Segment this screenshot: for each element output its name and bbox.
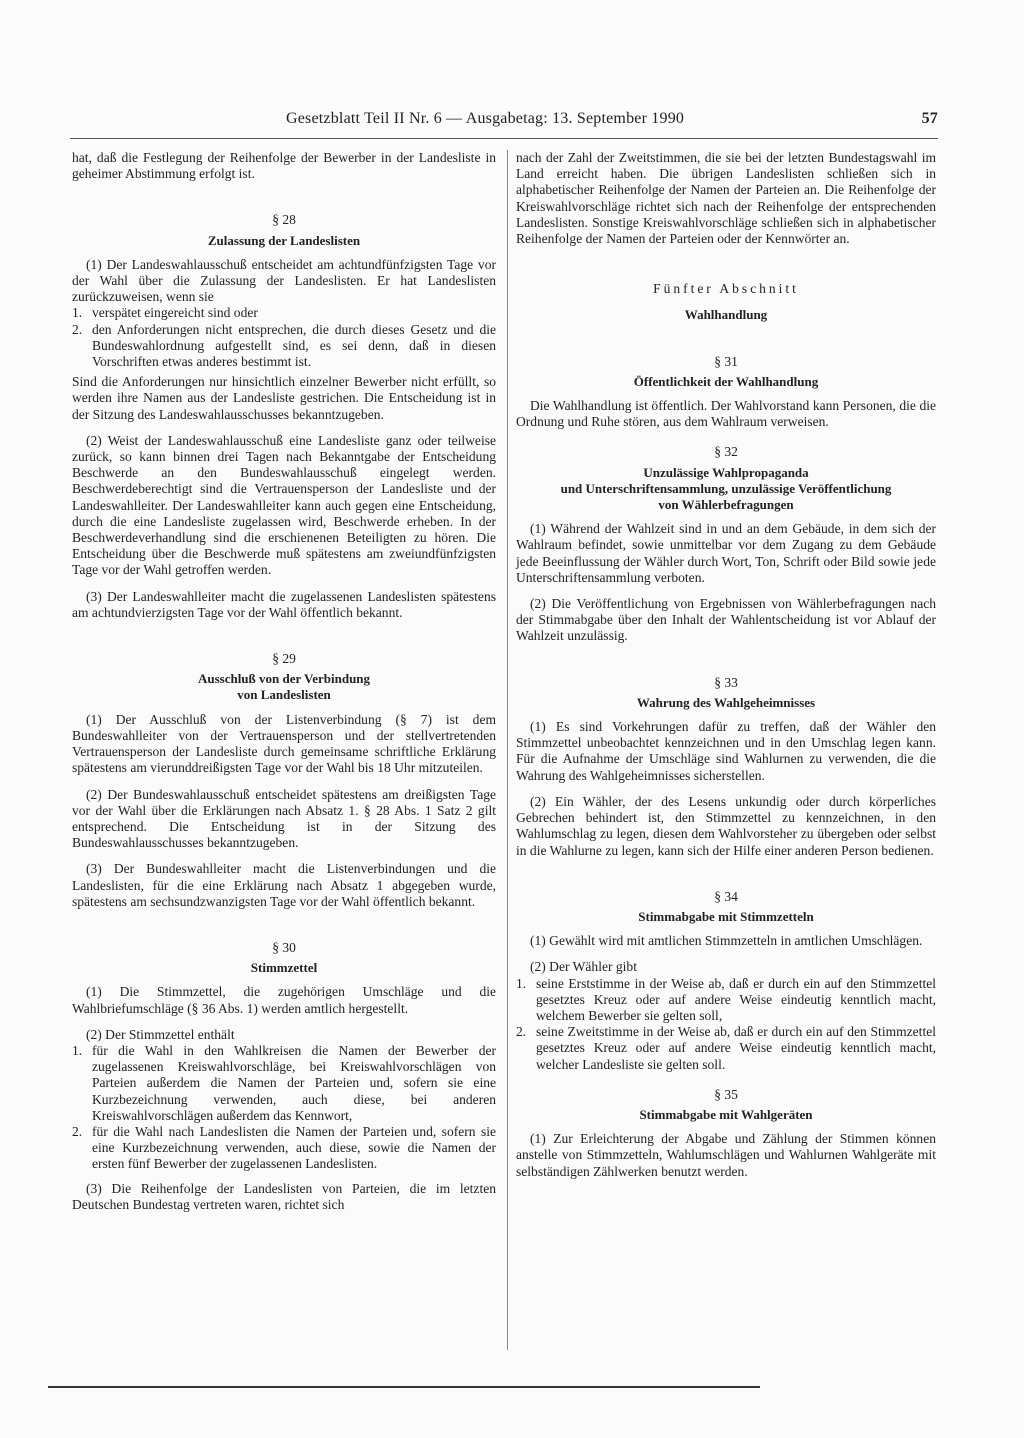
section-31-title: Öffentlichkeit der Wahlhandlung	[633, 373, 819, 389]
section-34-title: Stimmabgabe mit Stimmzetteln	[638, 908, 814, 924]
list-item	[72, 305, 496, 321]
chapter-heading: Fünfter Abschnitt	[653, 281, 799, 297]
list-item	[72, 322, 496, 371]
list-item-text: für die Wahl in den Wahlkreisen die Namen der Bewerber der zugelassenen Kreiswahlvorschläge, bei Kreiswahlvorschlägen von Parteien außerdem die Namen der Parteien und, sofern sie eine Kurzbezeichnung verwenden, auch diese, bei anderen Kreiswahlvorschlägen außerdem das Kennwort,	[92, 1042, 496, 1123]
s29-paragraph-2: (2) Der Bundeswahlausschuß entscheidet spätestens am dreißigsten Tage vor der Wahl über die Erklärungen nach Absatz 1. § 28 Abs. 1 Satz 2 gilt entsprechend. Die Entscheidung ist in der Sitzung des Bundeswahlausschusses bekanntzugeben.	[72, 786, 496, 851]
s34-paragraph-1: (1) Gewählt wird mit amtlichen Stimmzetteln in amtlichen Umschlägen.	[530, 933, 923, 949]
section-32-number: § 32	[714, 444, 738, 460]
section-30-title: Stimmzettel	[250, 960, 318, 976]
section-34-number: § 34	[714, 888, 738, 904]
s33-paragraph-2: (2) Ein Wähler, der des Lesens unkundig oder durch körperliches Gebrechen behindert ist, den Stimmzettel zu kennzeichnen, in den Wahlumschlag zu legen, diesen dem Wahlvorsteher zu übergeben oder selbst in die Wahlurne zu legen, kann sich der Hilfe einer anderen Person bedienen.	[516, 793, 936, 858]
section-28-number: § 28	[272, 212, 296, 228]
list-item	[516, 1024, 936, 1073]
s28-paragraph-1b: Sind die Anforderungen nur hinsichtlich einzelner Bewerber nicht erfüllt, so werden ihre Namen aus der Landesliste gestrichen. Die Entscheidung ist in der Sitzung des Landeswahlausschusses bekanntzugeben.	[72, 374, 496, 422]
column-divider	[507, 150, 508, 1350]
list-item	[516, 976, 936, 1025]
s28-paragraph-1: (1) Der Landeswahlausschuß entscheidet am achtundfünfzigsten Tage vor der Wahl über die Zulassung der Landeslisten. Er hat Landeslisten zurückzuweisen, wenn sie	[72, 256, 496, 305]
section-33-number: § 33	[714, 674, 738, 690]
section-35-number: § 35	[714, 1086, 738, 1102]
s29-paragraph-1: (1) Der Ausschluß von der Listenverbindung (§ 7) ist dem Bundeswahlleiter von der Vertrauensperson und der stellvertretenden Vertrauensperson der Landesliste durch gemeinsame schriftliche Erklärung spätestens am vierunddreißigsten Tage vor der Wahl bis 18 Uhr mitzuteilen.	[72, 711, 496, 776]
s31-paragraph-1: Die Wahlhandlung ist öffentlich. Der Wahlvorstand kann Personen, die die Ordnung und Ruhe stören, aus dem Wahlraum verweisen.	[516, 398, 936, 430]
list-item-text: seine Erststimme in der Weise ab, daß er durch ein auf den Stimmzettel gesetztes Kreuz oder auf andere Weise eindeutig kenntlich macht, welchem Bewerber sie gelten soll,	[536, 975, 936, 1023]
section-30-number: § 30	[272, 939, 296, 955]
s30-paragraph-1: (1) Die Stimmzettel, die zugehörigen Umschläge und die Wahlbriefumschläge (§ 36 Abs. 1) werden amtlich hergestellt.	[72, 984, 496, 1016]
s34-list	[516, 976, 936, 1073]
list-item-text: für die Wahl nach Landeslisten die Namen der Parteien und, sofern sie eine Kurzbezeichnung verwenden, auch diese, sowie die Namen der ersten fünf Bewerber der zugelassenen Landeslisten.	[92, 1123, 496, 1172]
list-item	[72, 1043, 496, 1124]
s32-paragraph-1: (1) Während der Wahlzeit sind in und an dem Gebäude, in dem sich der Wahlraum befindet, sowie unmittelbar vor dem Zugang zu dem Gebäude jede Beeinflussung der Wähler durch Wort, Ton, Schrift oder Bild sowie jede Unterschriftensammlung verboten.	[516, 521, 936, 585]
chapter-title: Wahlhandlung	[684, 307, 768, 323]
section-33-title: Wahrung des Wahlgeheimnisses	[636, 694, 816, 710]
header-rule	[70, 138, 938, 139]
header-title: Gesetzblatt Teil II Nr. 6 — Ausgabetag: 13. September 1990	[286, 110, 685, 127]
list-item	[72, 1124, 496, 1173]
section-32-title-line-3: von Wählerbefragungen	[658, 497, 794, 513]
list-item-number: 1.	[72, 305, 83, 321]
section-29-title-line-1: Ausschluß von der Verbindung	[197, 671, 371, 687]
s33-paragraph-1: (1) Es sind Vorkehrungen dafür zu treffen, daß der Wähler den Stimmzettel unbeobachtet kennzeichnen und in den Umschlag legen kann. Für die Aufnahme der Umschläge sind Wahlurnen zu verwenden, die die Wahrung des Wahlgeheimnisses sicherstellen.	[516, 719, 936, 783]
list-item-number: 1.	[72, 1042, 83, 1058]
left-column	[72, 150, 496, 1223]
footer-rule	[48, 1386, 760, 1388]
list-item-number: 2.	[72, 1123, 83, 1139]
section-28-title: Zulassung der Landeslisten	[207, 232, 361, 248]
list-item-number: 2.	[516, 1024, 527, 1040]
right-intro-paragraph: nach der Zahl der Zweitstimmen, die sie bei der letzten Bundestagswahl im Land erreicht haben. Die übrigen Landeslisten schließen sich in alphabetischer Reihenfolge der Namen der Parteien an. Die Reihenfolge der Kreiswahlvorschläge richtet sich nach der Reihenfolge der entsprechenden Landeslisten. Sonstige Kreiswahlvorschläge schließen sich in alphabetischer Reihenfolge der Namen der Parteien oder der Kennwörter an.	[516, 150, 936, 247]
s34-paragraph-2: (2) Der Wähler gibt	[530, 959, 637, 975]
s30-paragraph-3: (3) Die Reihenfolge der Landeslisten von Parteien, die im letzten Deutschen Bundestag vertreten waren, richtet sich	[72, 1180, 496, 1212]
s32-paragraph-2: (2) Die Veröffentlichung von Ergebnissen von Wählerbefragungen nach der Stimmabgabe über den Inhalt der Wahlentscheidung ist vor Ablauf der Wahlzeit unzulässig.	[516, 596, 936, 644]
list-item-number: 2.	[72, 321, 83, 337]
section-35-title: Stimmabgabe mit Wahlgeräten	[639, 1106, 813, 1122]
list-item-text: seine Zweitstimme in der Weise ab, daß er durch ein auf den Stimmzettel gesetztes Kreuz oder auf andere Weise eindeutig kenntlich macht, welcher Landesliste sie gelten soll.	[536, 1024, 936, 1072]
section-32-title-line-2: und Unterschriftensammlung, unzulässige Veröffentlichung	[560, 480, 892, 496]
left-intro-paragraph: hat, daß die Festlegung der Reihenfolge der Bewerber in der Landesliste in geheimer Abstimmung erfolgt ist.	[72, 150, 496, 182]
right-column	[516, 150, 936, 1190]
s30-paragraph-2: (2) Der Stimmzettel enthält	[86, 1026, 235, 1042]
list-item-text: verspätet eingereicht sind oder	[92, 305, 258, 321]
section-31-number: § 31	[714, 353, 738, 369]
s29-paragraph-3: (3) Der Bundeswahlleiter macht die Listenverbindungen und die Landeslisten, für die eine Erklärung nach Absatz 1 abgegeben wurde, spätestens am sechsundzwanzigsten Tage vor der Wahl öffentlich bekannt.	[72, 861, 496, 909]
s28-paragraph-3: (3) Der Landeswahlleiter macht die zugelassenen Landeslisten spätestens am achtundvierzigsten Tage vor der Wahl öffentlich bekannt.	[72, 588, 496, 620]
section-29-number: § 29	[272, 651, 296, 667]
s28-list	[72, 305, 496, 370]
list-item-number: 1.	[516, 975, 527, 991]
page-header	[286, 110, 938, 134]
page-number: 57	[921, 110, 938, 127]
section-29-title-line-2: von Landeslisten	[237, 687, 331, 703]
s30-list	[72, 1043, 496, 1173]
s28-paragraph-2: (2) Weist der Landeswahlausschuß eine Landesliste ganz oder teilweise zurück, so kann binnen drei Tagen nach Bekanntgabe der Entscheidung Beschwerde an den Bundeswahlausschuß eingelegt werden. Beschwerdeberechtigt sind die Vertrauensperson der Landesliste und der Landeswahlleiter. Der Landeswahlleiter kann auch gegen eine Entscheidung, durch die eine Landesliste zugelassen wird, Beschwerde erheben. In der Beschwerdeverhandlung sind die erschienenen Beteiligten zu hören. Die Entscheidung über die Beschwerde muß spätestens am zweiundfünfzigsten Tage vor der Wahl getroffen werden.	[72, 432, 496, 578]
list-item-text: den Anforderungen nicht entsprechen, die durch dieses Gesetz und die Bundeswahlordnung aufgestellt sind, es sei denn, daß in diesen Vorschriften etwas anderes bestimmt ist.	[92, 321, 496, 370]
section-32-title-line-1: Unzulässige Wahlpropaganda	[643, 464, 809, 480]
s35-paragraph-1: (1) Zur Erleichterung der Abgabe und Zählung der Stimmen können anstelle von Stimmzetteln, Wahlumschlägen und Wahlurnen Wahlgeräte mit selbständigen Zählwerken benutzt werden.	[516, 1131, 936, 1179]
